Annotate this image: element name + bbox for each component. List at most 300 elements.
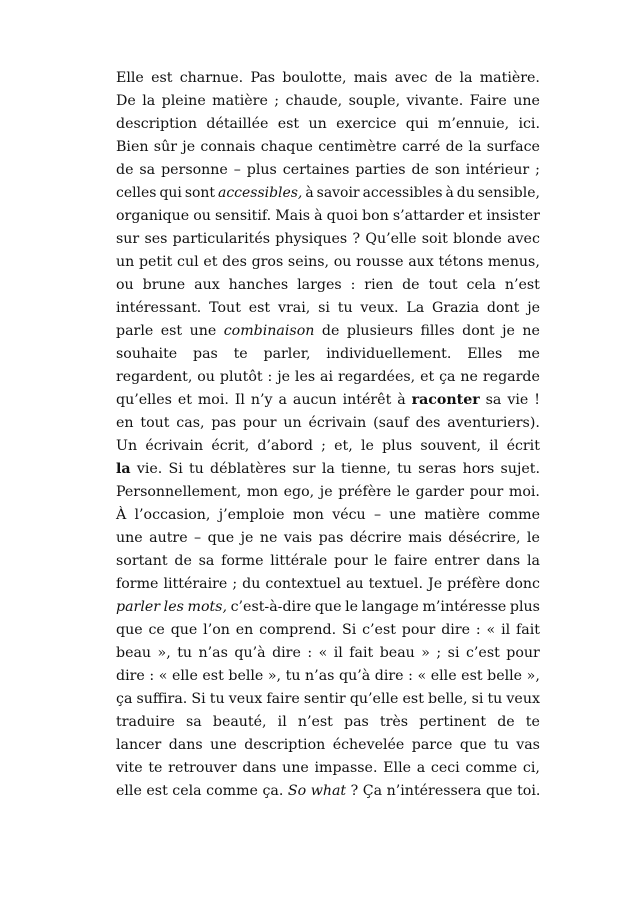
word: de [434, 70, 453, 86]
word: tu [209, 691, 225, 707]
word: tu [397, 461, 412, 477]
word: est [151, 70, 173, 86]
word: pour [506, 645, 540, 661]
word: et, [334, 438, 353, 454]
word: ; [321, 438, 326, 454]
word: ! [534, 392, 540, 408]
word: autre [149, 530, 188, 546]
word: seras [418, 461, 457, 477]
word: désécrire, [448, 530, 521, 546]
word: organique [116, 208, 190, 224]
word: un [308, 116, 327, 132]
word: souhaite [116, 346, 178, 362]
word: certaines [282, 162, 350, 178]
word: accessibles [362, 185, 443, 201]
word: qu’elle [349, 691, 399, 707]
word: contextuel [265, 576, 341, 592]
word: vrai, [277, 300, 311, 316]
word: accessibles, [218, 185, 303, 201]
word: connais [200, 139, 256, 155]
word: c’est [362, 622, 396, 638]
word: vais [283, 530, 313, 546]
text-line [116, 389, 540, 412]
word: avec [394, 70, 428, 86]
word: tienne, [341, 461, 391, 477]
word: Qu’elle [365, 231, 417, 247]
word: donc [505, 576, 540, 592]
word: toi. [517, 783, 541, 799]
word: sûr [153, 139, 177, 155]
word: une [116, 530, 143, 546]
word: Elle [116, 70, 144, 86]
word: que [459, 737, 487, 753]
word: parties [355, 162, 406, 178]
word: que [485, 783, 513, 799]
word: regardées, [337, 369, 416, 385]
text-line [116, 366, 540, 389]
word: sont [184, 185, 216, 201]
word: et [177, 392, 192, 408]
word: belle [487, 668, 523, 684]
word: littérale [270, 553, 328, 569]
word: ne [259, 530, 278, 546]
text-line [116, 596, 540, 619]
text-line [116, 573, 540, 596]
word: et [420, 369, 435, 385]
text-line [116, 274, 540, 297]
word: parce [411, 737, 453, 753]
word: langage [361, 599, 419, 615]
word: sa [186, 714, 202, 730]
word: ci, [522, 760, 540, 776]
word: écrit, [211, 438, 250, 454]
word: ; [232, 576, 238, 592]
word: est [248, 300, 271, 316]
word: larges [297, 277, 342, 293]
word: fait [349, 645, 374, 661]
word: à [397, 392, 406, 408]
word: de [174, 553, 192, 569]
word: est [277, 116, 300, 132]
word: Mais [275, 208, 311, 224]
word: est [160, 323, 183, 339]
word: intéressant. [116, 300, 202, 316]
word: veux [506, 691, 540, 707]
word: si [318, 300, 330, 316]
word: pertinent [419, 714, 487, 730]
word: il [333, 645, 343, 661]
word: suffira. [136, 691, 188, 707]
word: tu [188, 461, 204, 477]
text-line [116, 757, 540, 780]
word: que [116, 622, 143, 638]
word: dire [116, 668, 145, 684]
word: Grazia [432, 300, 480, 316]
word: des [415, 415, 441, 431]
word: moi. [197, 392, 229, 408]
word: – [373, 507, 382, 523]
word: carré [401, 139, 441, 155]
word: et [203, 254, 218, 270]
word: cela [172, 783, 202, 799]
word: de [497, 714, 515, 730]
word: sujet. [500, 461, 540, 477]
word: écrit [506, 438, 540, 454]
word: aux [408, 254, 434, 270]
word: dont [462, 323, 495, 339]
text-line [116, 343, 540, 366]
word: Si [341, 622, 357, 638]
word: une [282, 760, 309, 776]
word: n’est [504, 277, 540, 293]
word: au [345, 576, 364, 592]
word: cas, [176, 415, 205, 431]
word: celles [116, 185, 157, 201]
word: ; [274, 93, 280, 109]
word: qui [405, 116, 429, 132]
word: mais [408, 530, 442, 546]
word: aux [194, 277, 220, 293]
word: les [294, 369, 316, 385]
word: qui [159, 185, 182, 201]
word: sur [116, 231, 140, 247]
word: plus [382, 438, 413, 454]
text-line [116, 228, 540, 251]
word: blonde [453, 231, 502, 247]
word: – [233, 162, 241, 178]
word: je [502, 323, 515, 339]
word: en [235, 622, 254, 638]
word: Elles [467, 346, 503, 362]
word: Elle [383, 760, 411, 776]
word: des [222, 254, 247, 270]
word: Faire [469, 93, 507, 109]
word: ou [333, 254, 352, 270]
word: soit [421, 231, 448, 247]
word: une [513, 93, 540, 109]
word: filles [420, 323, 455, 339]
word: n’as [198, 645, 228, 661]
word: je [240, 530, 254, 546]
word: savoir [316, 185, 360, 201]
word: dire [441, 622, 471, 638]
word: m’intéresse [422, 599, 507, 615]
word: pour [401, 622, 436, 638]
word: du [456, 185, 475, 201]
word: plutôt [219, 369, 263, 385]
word: belle, [428, 691, 468, 707]
word: déblatères [210, 461, 287, 477]
text-line [116, 688, 540, 711]
word: beau [379, 645, 415, 661]
word: », [267, 668, 282, 684]
word: elle [430, 668, 457, 684]
word: le [360, 438, 374, 454]
text-line [116, 297, 540, 320]
word: très [379, 714, 409, 730]
text-line [116, 619, 540, 642]
word: lancer [116, 737, 162, 753]
word: s’attarder [392, 208, 465, 224]
word: chaque [260, 139, 313, 155]
text-line [116, 251, 540, 274]
word: De [116, 93, 136, 109]
word: vécu [332, 507, 366, 523]
word: individuellement. [326, 346, 452, 362]
word: Pas [250, 70, 276, 86]
text-line [116, 205, 540, 228]
word: est [146, 783, 168, 799]
word: Ça [362, 783, 383, 799]
word: si [471, 691, 484, 707]
word: parle [116, 323, 154, 339]
word: surface [486, 139, 540, 155]
word: beauté, [212, 714, 267, 730]
word: parler, [263, 346, 311, 362]
word: : [267, 369, 273, 385]
word: m’ennuie, [437, 116, 510, 132]
word: entrer [434, 553, 480, 569]
word: te [233, 346, 248, 362]
word: ai [320, 369, 334, 385]
word: à [445, 185, 454, 201]
word: et [468, 208, 483, 224]
word: dire [374, 668, 404, 684]
word: mon [246, 484, 279, 500]
word: sur [292, 461, 316, 477]
text-line [116, 67, 540, 90]
text-line [116, 711, 540, 734]
word: écrivain [308, 415, 367, 431]
word: raconter [411, 392, 480, 408]
word: sensitif. [215, 208, 272, 224]
word: tu [177, 645, 193, 661]
word: charnue. [179, 70, 244, 86]
word: ne [460, 369, 478, 385]
word: littéraire [163, 576, 228, 592]
word: Bien [116, 139, 149, 155]
word: la [526, 553, 540, 569]
word: moi. [508, 484, 540, 500]
text-line [116, 550, 540, 573]
word: pour [334, 553, 368, 569]
word: n’est [297, 714, 333, 730]
word: Si [191, 691, 206, 707]
word: ça [439, 369, 456, 385]
text-line [116, 504, 540, 527]
word: l’occasion, [134, 507, 211, 523]
word: ce [148, 622, 165, 638]
text-line [116, 527, 540, 550]
word: faire [394, 553, 428, 569]
word: a [278, 392, 287, 408]
word: petit [138, 254, 173, 270]
word: regardent, [116, 369, 193, 385]
word: elle [171, 668, 198, 684]
word: cul [177, 254, 199, 270]
word: ego, [283, 484, 315, 500]
word: : [408, 668, 413, 684]
word: la [468, 139, 482, 155]
word: ou [197, 369, 215, 385]
word: exercice [336, 116, 397, 132]
text-line [116, 412, 540, 435]
word: que [207, 530, 235, 546]
word: what [310, 783, 347, 799]
word: particularités [172, 231, 271, 247]
word: Je [428, 576, 443, 592]
word: écrivain [145, 438, 204, 454]
word: a [416, 760, 426, 776]
word: pour [242, 415, 277, 431]
word: », [157, 645, 171, 661]
word: mon [292, 507, 324, 523]
word: à [305, 185, 314, 201]
word: un [283, 415, 302, 431]
word: tout [428, 277, 458, 293]
word: menus, [487, 254, 540, 270]
word: rousse [356, 254, 404, 270]
word: So [287, 783, 307, 799]
word: (sauf [373, 415, 409, 431]
word: vite [116, 760, 143, 776]
word: le [374, 553, 388, 569]
word: hanches [228, 277, 289, 293]
word: tétons [438, 254, 484, 270]
word: – [194, 530, 202, 546]
word: je [277, 369, 290, 385]
word: j’emploie [218, 507, 285, 523]
word: fait [516, 622, 540, 638]
word: Si [168, 461, 183, 477]
word: est [202, 668, 224, 684]
word: le [526, 530, 540, 546]
word: matière [424, 507, 480, 523]
word: échevelée [332, 737, 405, 753]
word: tu [285, 668, 301, 684]
word: tu [337, 300, 353, 316]
word: dans [168, 737, 203, 753]
word: il [501, 622, 511, 638]
word: n’intéressera [386, 783, 482, 799]
word: souvent, [420, 438, 482, 454]
word: si [447, 645, 460, 661]
word: quoi [326, 208, 358, 224]
word: ici. [518, 116, 540, 132]
word: la [116, 461, 131, 477]
word: matière. [479, 70, 540, 86]
word: : [149, 668, 155, 684]
word: décrire [349, 530, 402, 546]
word: sa [485, 392, 502, 408]
word: mots, [187, 599, 227, 615]
word: ; [535, 162, 540, 178]
word: avec [507, 231, 540, 247]
word: dire [272, 645, 301, 661]
word: détaillée [206, 116, 269, 132]
word: veux. [360, 300, 399, 316]
word: rien [364, 277, 394, 293]
word: d’abord [257, 438, 313, 454]
word: te [525, 714, 540, 730]
word: garder [415, 484, 465, 500]
word: qu’à [339, 668, 371, 684]
word: « [486, 622, 496, 638]
word: pleine [161, 93, 206, 109]
word: comprend. [259, 622, 337, 638]
word: forme [221, 553, 264, 569]
word: comme [465, 760, 518, 776]
word: de [411, 162, 429, 178]
word: bon [362, 208, 389, 224]
text-line [116, 435, 540, 458]
word: de [402, 277, 420, 293]
word: matière [212, 93, 268, 109]
word: les [163, 599, 184, 615]
word: regarde [482, 369, 540, 385]
word: à [314, 208, 323, 224]
word: le [345, 599, 359, 615]
word: plus [509, 599, 540, 615]
word: la [459, 70, 473, 86]
word: description [116, 116, 198, 132]
word: « [417, 668, 427, 684]
text-line [116, 665, 540, 688]
word: une [210, 737, 237, 753]
word: vivante. [406, 93, 464, 109]
text-line [116, 458, 540, 481]
word: », [526, 668, 540, 684]
word: « [318, 645, 328, 661]
word: pas [211, 415, 237, 431]
word: Personnellement, [116, 484, 242, 500]
word: hors [462, 461, 495, 477]
word: belle [228, 668, 264, 684]
text-line [116, 481, 540, 504]
word: de [116, 162, 134, 178]
word: tu [493, 737, 509, 753]
word: combinaison [223, 323, 315, 339]
word: je [319, 484, 333, 500]
word: la [142, 93, 156, 109]
word: sentir [303, 691, 346, 707]
text-line [116, 159, 540, 182]
word: qu’à [234, 645, 266, 661]
word: pas [192, 346, 218, 362]
word: préfère [338, 484, 392, 500]
word: : [475, 622, 481, 638]
text-line [116, 90, 540, 113]
text-line [116, 642, 540, 665]
word: un [116, 254, 135, 270]
word: « [158, 668, 168, 684]
word: sa [198, 553, 215, 569]
word: tout [140, 415, 170, 431]
word: sortant [116, 553, 168, 569]
word: dans [486, 553, 521, 569]
word: est [461, 668, 483, 684]
word: c’est [465, 645, 500, 661]
word: À [116, 507, 127, 523]
word: te [148, 760, 163, 776]
word: brune [142, 277, 186, 293]
word: cela [466, 277, 496, 293]
word: veux [228, 691, 263, 707]
word: retrouver [168, 760, 237, 776]
word: textuel. [368, 576, 423, 592]
word: ça [116, 691, 133, 707]
word: pas [343, 714, 369, 730]
